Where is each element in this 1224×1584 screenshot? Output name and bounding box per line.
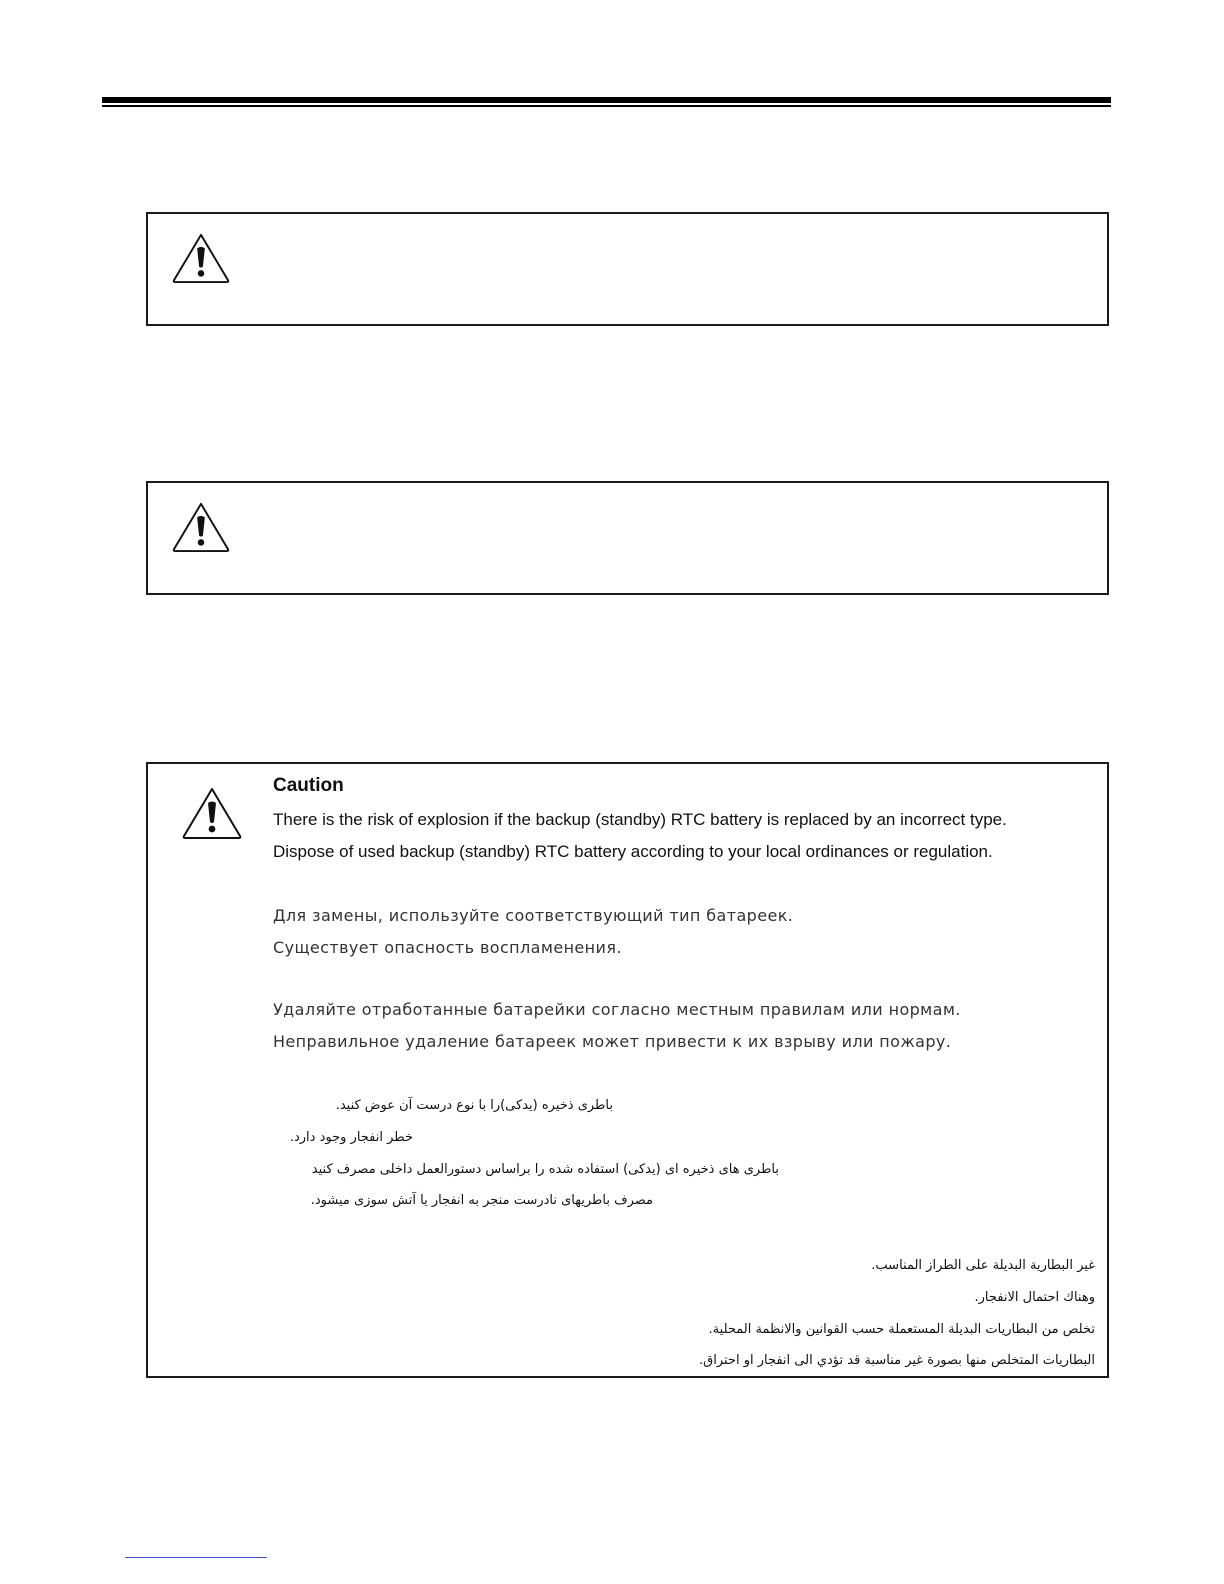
warning-box-2 bbox=[146, 481, 1109, 595]
caution-english-line-2: Dispose of used backup (standby) RTC battery according to your local ordinances or regulation. bbox=[273, 842, 993, 861]
caution-russian-line-4: Неправильное удаление батареек может привести к их взрыву или пожару. bbox=[273, 1032, 952, 1051]
footer-rule bbox=[125, 1557, 267, 1558]
caution-english-line-1: There is the risk of explosion if the backup (standby) RTC battery is replaced by an incorrect type. bbox=[273, 810, 1007, 829]
caution-persian-line-2: خطر انفجار وجود دارد. bbox=[289, 1130, 413, 1145]
header-rule-thick bbox=[102, 97, 1111, 103]
caution-title: Caution bbox=[273, 775, 344, 796]
caution-box bbox=[146, 762, 1109, 1378]
caution-persian-line-1: باطری ذخیره (یدکی)را با نوع درست آن عوض کنید. bbox=[335, 1098, 613, 1113]
warning-triangle-icon bbox=[170, 232, 232, 284]
caution-persian-line-3: باطری های ذخیره ای (یدکی) استفاده شده را براساس دستورالعمل داخلی مصرف کنید bbox=[311, 1162, 779, 1177]
warning-box-1 bbox=[146, 212, 1109, 326]
caution-russian-line-1: Для замены, используйте соответствующий тип батареек. bbox=[273, 906, 794, 925]
caution-arabic-line-3: تخلص من البطاريات البديلة المستعملة حسب القوانين والانظمة المحلية. bbox=[708, 1322, 1095, 1337]
header-rule-thin bbox=[102, 105, 1111, 107]
caution-text bbox=[273, 774, 1095, 1376]
warning-triangle-icon bbox=[170, 501, 232, 553]
caution-russian-line-2: Существует опасность воспламенения. bbox=[273, 938, 622, 957]
caution-arabic-line-4: البطاريات المتخلص منها بصورة غير مناسبة قد تؤدي الى انفجار او احتراق. bbox=[698, 1353, 1095, 1368]
caution-arabic-line-1: غير البطارية البديلة على الطراز المناسب. bbox=[871, 1258, 1095, 1273]
header-rule bbox=[102, 97, 1111, 108]
caution-persian-line-4: مصرف باطریهای نادرست منجر به انفجار یا آتش سوزی میشود. bbox=[310, 1193, 653, 1208]
caution-arabic-line-2: وهناك احتمال الانفجار. bbox=[974, 1290, 1095, 1305]
caution-russian-line-3: Удаляйте отработанные батарейки согласно местным правилам или нормам. bbox=[273, 1000, 961, 1019]
warning-triangle-icon bbox=[181, 786, 243, 840]
